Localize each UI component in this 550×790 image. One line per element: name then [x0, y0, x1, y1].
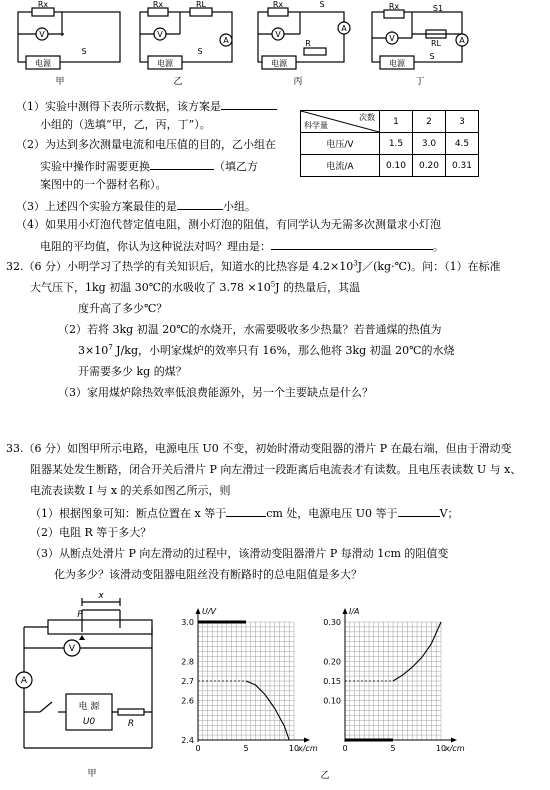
table-cell: 0.31: [446, 155, 479, 177]
y-tick-label: 2.7: [181, 677, 194, 686]
q32-line3: 度升高了多少℃？: [78, 302, 168, 315]
yi-switch-label: S: [197, 47, 203, 56]
table-cell: 1.5: [380, 133, 413, 155]
x-tick-label: 5: [390, 744, 396, 753]
q31-p1-text: （1）实验中测得下表所示数据，该方案是: [16, 100, 221, 113]
y-tick-label: 2.8: [181, 657, 194, 667]
bing-voltmeter-icon: V: [275, 30, 281, 39]
ding-rx-label: Rx: [388, 2, 400, 11]
jia-voltmeter-icon: V: [39, 30, 45, 39]
y-axis-arrow-icon: [343, 608, 348, 614]
fig-jia-voltmeter-icon: V: [68, 644, 76, 654]
current-chart: [323, 607, 465, 753]
q31-p2-line2: [40, 158, 258, 174]
table-cell: 0.10: [380, 155, 413, 177]
y-axis-label: U/V: [202, 607, 217, 616]
ding-s1-label: S1: [432, 4, 444, 13]
y-axis-label: I/A: [349, 607, 360, 616]
q33-line7: 化为多少？该滑动变阻器电阻丝没有断路时的总电阻值是多大？: [54, 568, 362, 581]
q33-line1: 33.（6 分）如图甲所示电路，电源电压 U0 不变，初始时滑动变阻器的滑片 P 在最右端，但由于滑动变: [6, 442, 512, 455]
q32-l1-text: 32.（6 分）小明学习了热学的有关知识后，知道水的比热容是 4.2×10: [6, 260, 354, 273]
table-cell: 3.0: [413, 133, 446, 155]
bing-rx-label: Rx: [272, 0, 284, 9]
q32-l1-tail: J／(kg·℃)。问：（1）在标准: [357, 260, 501, 273]
q31-blank-2[interactable]: [150, 158, 214, 170]
y-tick-label: 0.10: [323, 696, 341, 706]
table-col-header: 3: [446, 111, 479, 133]
fig-jia-power-label: 电 源: [78, 702, 100, 712]
x-tick-label: 5: [243, 744, 249, 753]
q32-l2-text: 大气压下，1kg 初温 30℃的水吸收了 3.78 ×10: [30, 281, 271, 294]
q32-l5-text: 3×10: [78, 344, 109, 357]
y-tick-label: 2.6: [181, 696, 194, 706]
top-circuits: [0, 0, 550, 96]
q31-p3-tail: 小组。: [223, 200, 256, 213]
table-header-bottom: 科学量: [304, 121, 328, 130]
y-axis-arrow-icon: [196, 608, 201, 614]
q31-blank-4[interactable]: [271, 238, 433, 250]
x-axis-arrow-icon: [304, 738, 310, 743]
voltage-chart: [181, 607, 318, 753]
bing-ammeter-icon: A: [341, 24, 347, 33]
yi-rx-label: Rx: [152, 0, 164, 9]
ding-switch-label: S: [429, 52, 435, 61]
fig-jia-r-label: R: [127, 719, 135, 729]
q33-l4-tail: V；: [439, 507, 459, 520]
bing-switch-label: S: [319, 0, 325, 9]
ding-voltmeter-icon: V: [389, 34, 395, 43]
x-tick-label: 0: [342, 744, 348, 753]
jia-power-label: 电源: [35, 59, 51, 68]
q32-line7: （3）家用煤炉除热效率低浪费能源外，另一个主要缺点是什么？: [58, 386, 373, 399]
table-row: [301, 133, 479, 155]
circuit-jia-figure: [0, 588, 170, 790]
q31-p4-tail: 。: [433, 240, 444, 253]
q31-p1-line2: 小组的（选填“甲，乙，丙，丁”）。: [40, 118, 211, 131]
q31-p4-line2: [40, 238, 444, 254]
q32-line6: 开需要多少 kg 的煤？: [78, 365, 187, 378]
jia-switch-label: S: [81, 47, 87, 56]
y-tick-label: 2.4: [181, 736, 194, 745]
q31-part1: [16, 98, 277, 114]
q33-line2: 阻器某处发生断路，闭合开关后滑片 P 向左滑过一段距离后电流表才有读数。且电压表读数 U 与 x、: [30, 463, 522, 476]
q32-l1-exponent: 3: [353, 259, 358, 268]
q32-l2-tail: J 的热量后，其温: [275, 281, 361, 294]
table-col-header: 1: [380, 111, 413, 133]
table-row-label: 电流/A: [301, 155, 380, 177]
yi-rl-label: RL: [195, 0, 207, 9]
q32-l5-tail: J/kg，小明家煤炉的效率只有 16%，那么他将 3kg 初温 20℃的水烧: [112, 344, 455, 357]
q31-p2-line1: （2）为达到多次测量电流和电压值的目的，乙小组在: [16, 138, 276, 151]
q33-l4-text: （1）根据图象可知：断点位置在 x 等于: [30, 507, 227, 520]
y-tick-label: 0.20: [323, 657, 341, 667]
fig-jia-x-label: x: [98, 591, 104, 601]
ding-rl-label: RL: [430, 39, 442, 48]
table-cell: 0.20: [413, 155, 446, 177]
q31-blank-3[interactable]: [177, 198, 223, 210]
q33-blank-1[interactable]: [226, 505, 266, 517]
x-axis-label: x/cm: [298, 744, 318, 753]
x-axis-arrow-icon: [451, 738, 457, 743]
q31-p4-text: 电阻的平均值，你认为这种说法对吗？理由是：: [40, 240, 271, 253]
q33-line6: （3）从断点处滑片 P 向左滑动的过程中，该滑动变阻器滑片 P 每滑动 1cm 的阻值变: [30, 547, 449, 560]
q33-line5: （2）电阻 R 等于多大？: [30, 526, 152, 539]
table-row-label: 电压/V: [301, 133, 380, 155]
q32-line1: [6, 260, 501, 274]
bing-power-label: 电源: [271, 59, 287, 68]
x-axis-label: x/cm: [445, 744, 465, 753]
yi-voltmeter-icon: V: [157, 30, 163, 39]
table-cell: 4.5: [446, 133, 479, 155]
q31-p4-line1: （4）如果用小灯泡代替定值电阻，测小灯泡的阻值，有同学认为无需多次测量求小灯泡: [16, 218, 441, 231]
x-tick-label: 10: [288, 744, 300, 753]
y-tick-label: 3.0: [181, 618, 194, 627]
ding-ammeter-icon: A: [459, 36, 465, 45]
q32-l5-exponent: 7: [108, 343, 113, 352]
chart-yi-figure: [165, 592, 485, 790]
circuit-label-yi: 乙: [173, 77, 183, 87]
circuit-label-bing: 丙: [293, 77, 303, 87]
circuit-label-jia: 甲: [55, 77, 65, 87]
q31-p2-text: 实验中操作时需要更换: [40, 160, 150, 173]
q33-line4: [30, 505, 459, 521]
q32-line4: （2）若将 3kg 初温 20℃的水烧开，水需要吸收多少热量？若普通煤的热值为: [58, 323, 442, 336]
y-tick-label: 0.30: [323, 618, 341, 627]
fig-jia-p-label: P: [77, 610, 83, 620]
jia-rx-label: Rx: [37, 0, 49, 9]
bing-r-label: R: [305, 39, 311, 48]
table-corner-cell: [301, 111, 380, 133]
table-header-top: 次数: [359, 113, 375, 122]
q31-p2-line3: 案图中的一个器材名称）。: [40, 178, 167, 191]
q32-l2-exponent: 5: [270, 280, 276, 289]
table-col-header: 2: [413, 111, 446, 133]
fig-jia-ammeter-icon: A: [20, 676, 28, 686]
fig-jia-u0-label: U0: [82, 717, 96, 727]
q32-line2: [30, 281, 360, 295]
x-tick-label: 10: [435, 744, 447, 753]
q33-l4-mid: cm 处，电源电压 U0 等于: [266, 507, 398, 520]
y-tick-label: 0.15: [323, 677, 341, 686]
circuit-label-ding: 丁: [415, 77, 425, 87]
chart-caption: 乙: [320, 771, 330, 781]
yi-ammeter-icon: A: [223, 36, 229, 45]
measurement-table: [300, 110, 479, 177]
q31-p2-tail: （填乙方: [214, 160, 258, 173]
table-row: [301, 155, 479, 177]
q31-part3: [16, 198, 256, 214]
fig-jia-caption: 甲: [87, 769, 97, 779]
x-tick-label: 0: [195, 744, 201, 753]
ding-power-label: 电源: [389, 59, 405, 68]
q33-line3: 电流表读数 I 与 x 的关系如图乙所示，则: [30, 484, 231, 497]
q33-blank-2[interactable]: [398, 505, 440, 517]
q31-blank-1[interactable]: [221, 98, 277, 110]
yi-power-label: 电源: [157, 59, 173, 68]
q32-line5: [78, 344, 454, 358]
q31-p3-text: （3）上述四个实验方案最佳的是: [16, 200, 177, 213]
